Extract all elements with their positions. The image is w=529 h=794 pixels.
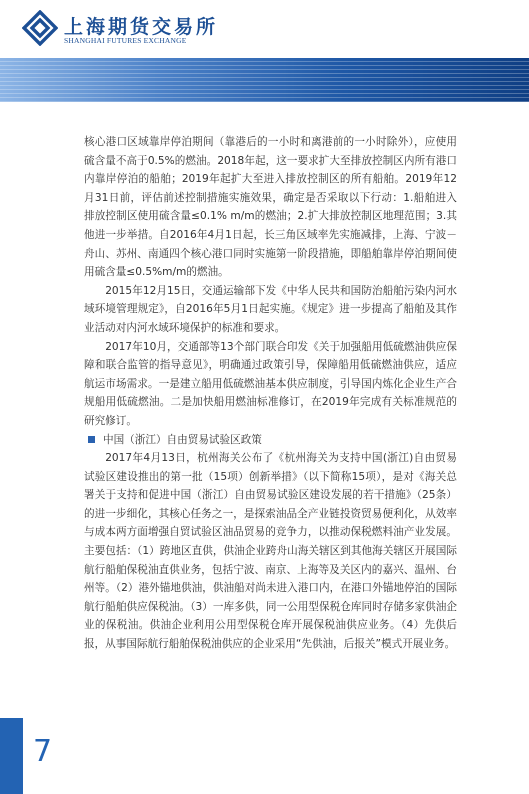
page-body bbox=[84, 133, 457, 654]
exchange-logo-icon bbox=[22, 10, 58, 46]
section-heading-text: 中国（浙江）自由贸易试验区政策 bbox=[103, 433, 262, 446]
paragraph-zhejiang-ftz-policy: 2017年4月13日，杭州海关公布了《杭州海关为支持中国(浙江)自由贸易试验区建设推出的第一批（15项）创新举措》（以下简称15项），是对《海关总署关于支持和促进中国（浙江）自由贸易试验区建设发展的若干措施》（25条）的进一步细化，其核心任务之一，是探索油品全产业链投资贸易便利化，从效率与成本两方面增强自贸试验区油品贸易的竞争力，以推动保税燃料油产业发展。主要包括：（1）跨地区直供，供油企业跨舟山海关辖区到其他海关辖区开展国际航行船舶保税油直供业务，包括宁波、南京、上海等及关区内的嘉兴、温州、台州等。（2）港外锚地供油，供油船对尚未进入港口内，在港口外锚地停泊的国际航行船舶供应保税油。（3）一库多供，同一公用型保税仓库同时存储多家供油企业的保税油。供油企业利用公用型保税仓库开展保税油供应业务。（4）先供后报，从事国际航行船舶保税油供应的企业采用“先供油，后报关”模式开展业务。 bbox=[84, 452, 457, 651]
logo-chinese-name: 上海期货交易所 bbox=[64, 16, 219, 38]
bullet-square-icon bbox=[88, 436, 95, 443]
paragraph-low-sulfur-guidance: 2017年10月，交通部等13个部门联合印发《关于加强船用低硫燃油供应保障和联合监管的指导意见》，明确通过政策引导，保障船用低硫燃油供应，适应航运市场需求。一是建立船用低硫燃油基本供应制度，引导国内炼化企业生产合规船用低硫燃油。二是加快船用燃油标准修订，在2019年完成有关标准规范的研究修订。 bbox=[84, 340, 457, 427]
logo-english-name: SHANGHAI FUTURES EXCHANGE bbox=[64, 36, 187, 45]
header-banner bbox=[0, 58, 529, 102]
section-heading bbox=[84, 431, 457, 450]
page-number-bar bbox=[0, 718, 23, 794]
paragraph-emission-control: 核心港口区域靠岸停泊期间（靠港后的一小时和离港前的一小时除外），应使用硫含量不高于0.5%的燃油。2018年起，这一要求扩大至排放控制区内所有港口内靠岸停泊的船舶；2019年起扩大至进入排放控制区的所有船舶。2019年12月31日前，评估前述控制措施实施效果，确定是否采取以下行动：1.船舶进入排放控制区使用硫含量≤0.1% m/m的燃油；2.扩大排放控制区地理范围；3.其他进一步举措。自2016年4月1日起，长三角区域率先实施减排，上海、宁波－舟山、苏州、南通四个核心港口同时实施第一阶段措施，即船舶靠岸停泊期间使用硫含量≤0.5%m/m的燃油。 bbox=[84, 136, 457, 279]
page-number: 7 bbox=[33, 734, 53, 769]
paragraph-inland-waterway-rules: 2015年12月15日，交通运输部下发《中华人民共和国防治船舶污染内河水域环境管理规定》，自2016年5月1日起实施。《规定》进一步提高了船舶及其作业活动对内河水域环境保护的标准和要求。 bbox=[84, 284, 457, 334]
